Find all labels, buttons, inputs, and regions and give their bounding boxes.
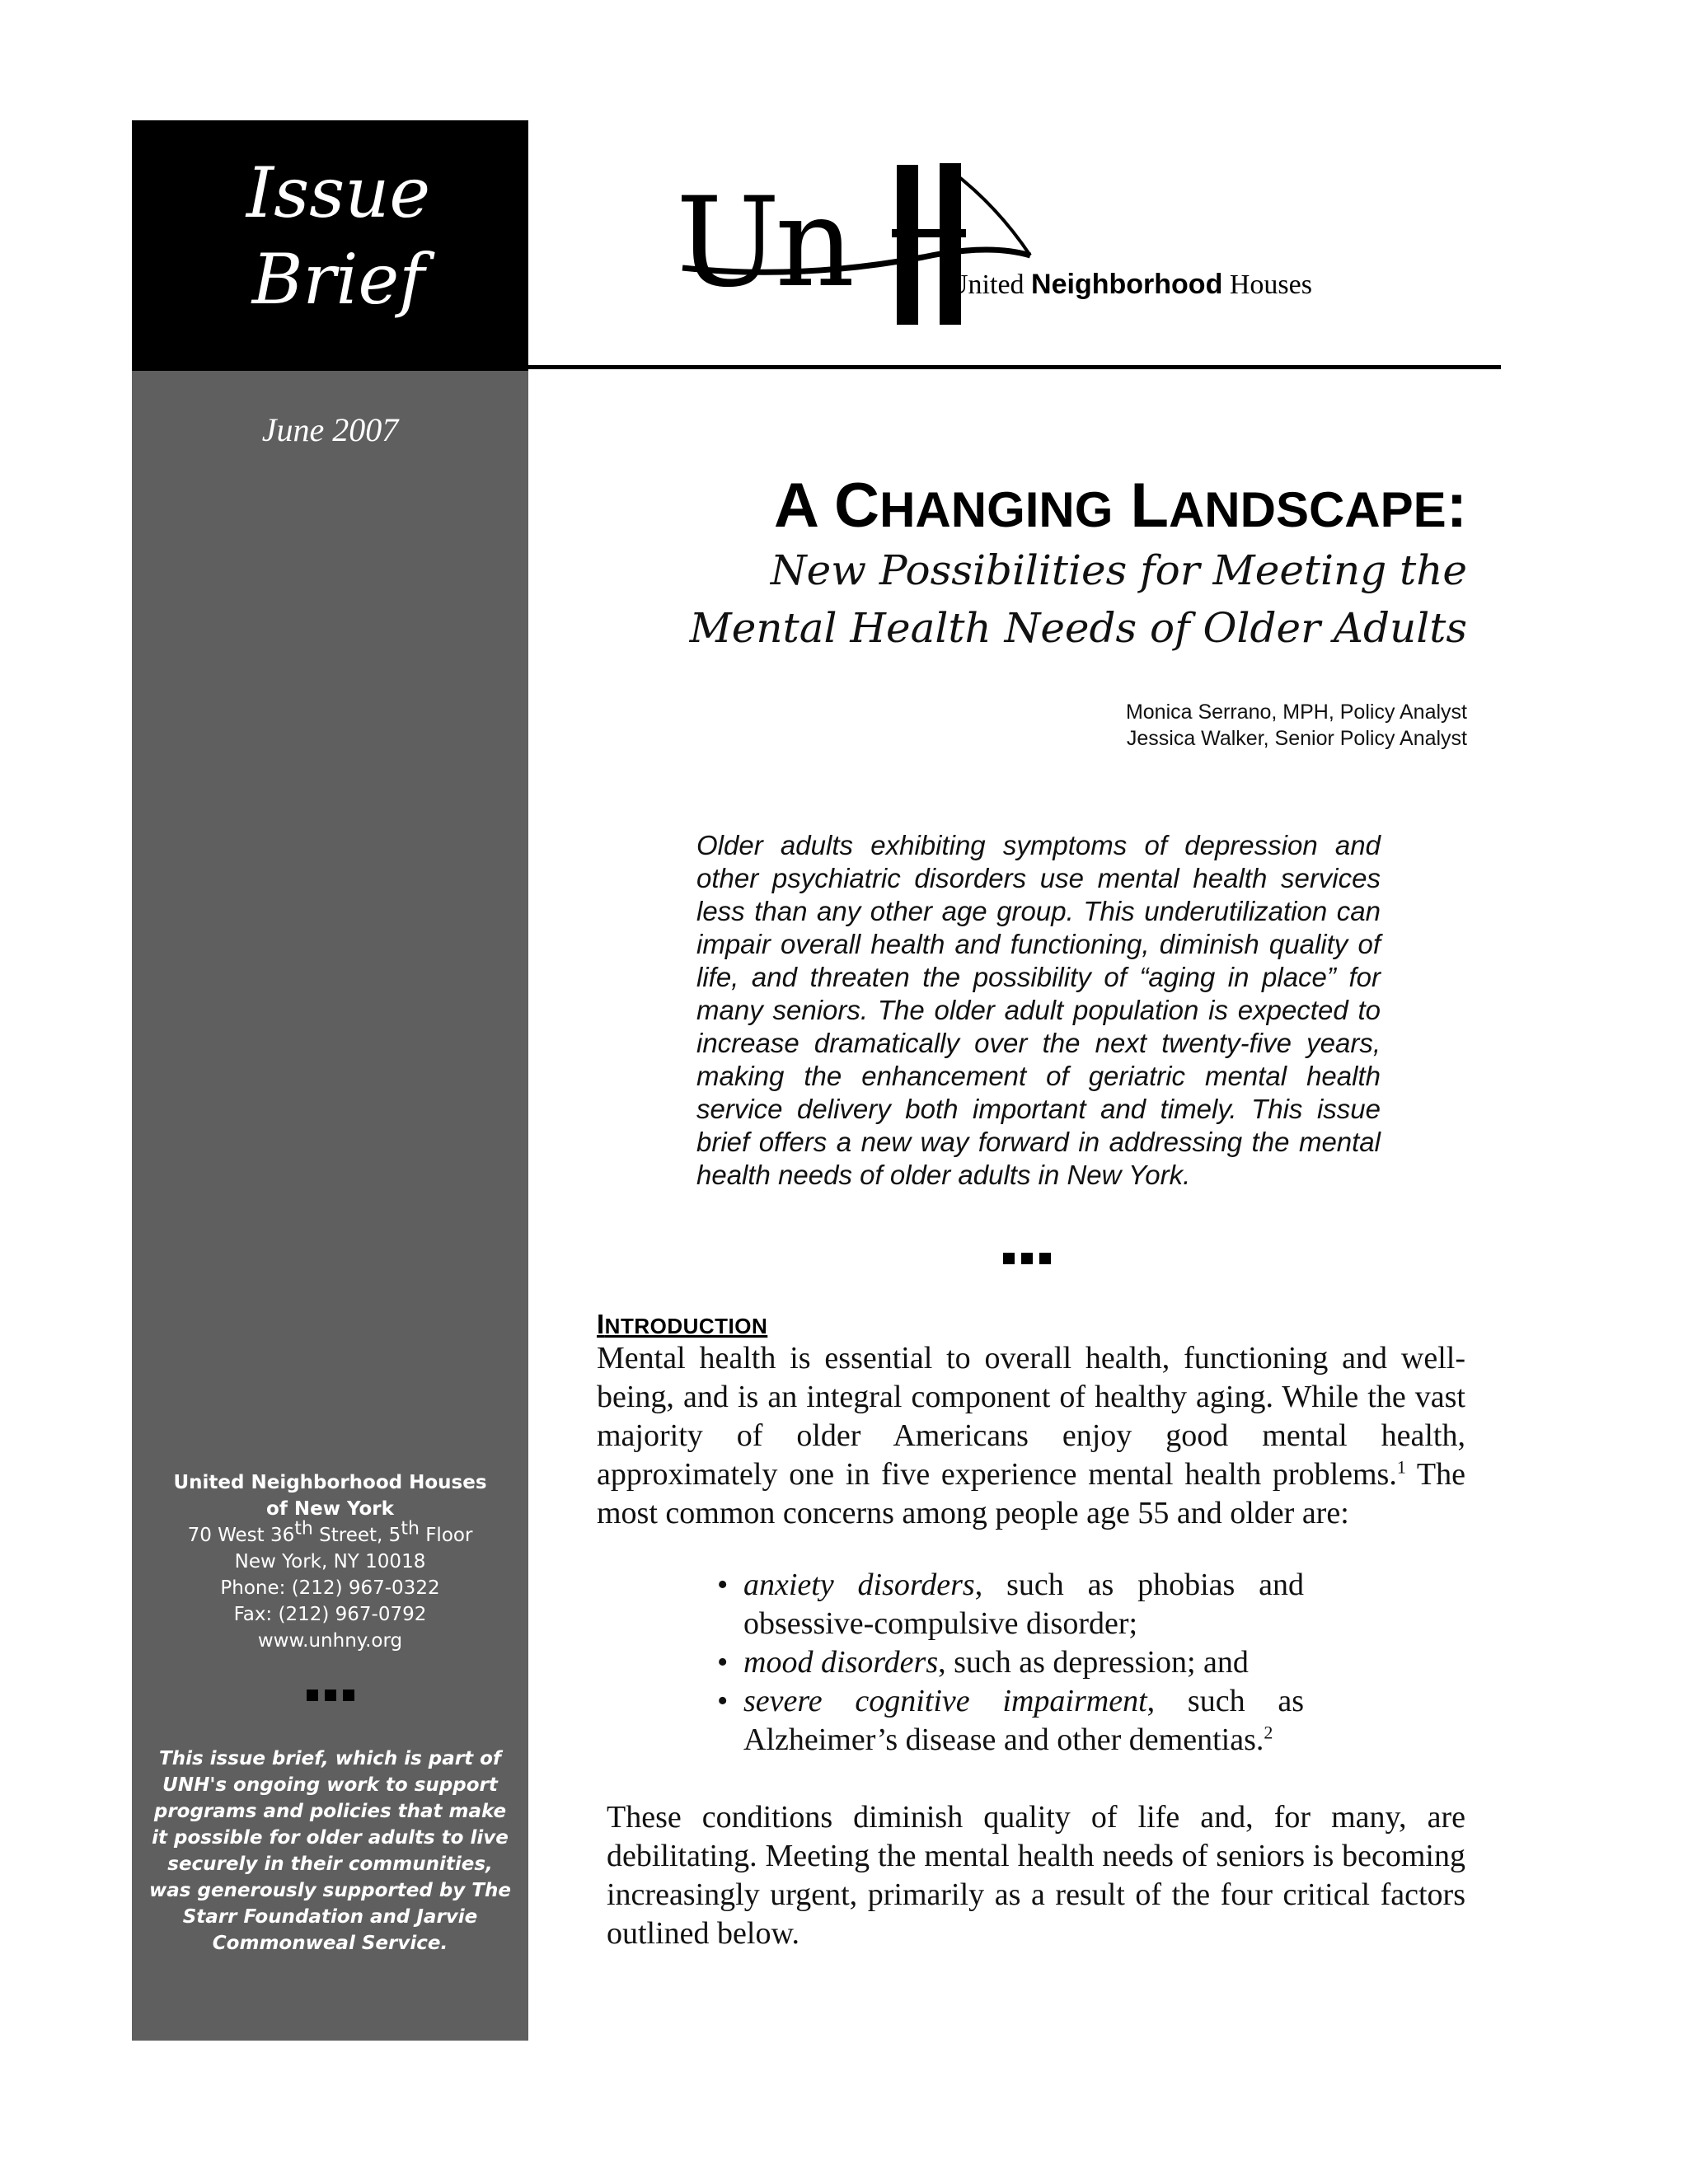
author-1: Monica Serrano, MPH, Policy Analyst (1125, 701, 1467, 724)
divider-square (1003, 1253, 1015, 1264)
introduction-heading: INTRODUCTION (597, 1309, 768, 1339)
issue-date: June 2007 (261, 411, 399, 448)
divider-square (343, 1690, 354, 1701)
brief-word: Brief (251, 239, 425, 320)
author-2: Jessica Walker, Senior Policy Analyst (1126, 727, 1467, 750)
issue-word: Issue (246, 152, 431, 233)
org-contact-block (132, 1469, 528, 1654)
list-item: • severe cognitive impairment, such as Alzheimer’s disease and other dementias.$^2$ (717, 1682, 1304, 1760)
sidebar-header (132, 120, 528, 371)
divider-square (307, 1690, 318, 1701)
header-rule (528, 365, 1501, 369)
org-phone: Phone: (212) 967-0322 (220, 1577, 440, 1599)
list-item: • mood disorders, such as depression; and (717, 1643, 1304, 1682)
concerns-list (717, 1566, 1304, 1760)
sidebar-divider-dots (132, 1690, 528, 1705)
divider-square (1039, 1253, 1051, 1264)
list-item: • anxiety disorders, such as phobias and obsessive-compulsive disorder; (717, 1566, 1304, 1643)
org-name-line2: of New York (266, 1498, 394, 1520)
sidebar (132, 371, 528, 2041)
org-address: 70 West 36th Street, 5th Floor (187, 1518, 473, 1546)
org-city: New York, NY 10018 (234, 1551, 426, 1572)
subtitle-line1: New Possibilities for Meeting the (770, 546, 1467, 594)
unh-logo (676, 148, 1312, 338)
section-divider-dots (1000, 1253, 1054, 1268)
closing-paragraph: These conditions diminish quality of life and, for many, are debilitating. Meeting the mental health needs of seniors is becoming increasingly urgent, primarily as a result of the four critical factors outlined below. (607, 1800, 1465, 1951)
introduction-paragraph: Mental health is essential to overall health, functioning and well-being, and is an integral component of healthy aging. While the vast majority of older Americans enjoy good mental health, approximately one in five experience mental health problems.$^1$ The most common concerns among people age 55 and older are: (597, 1341, 1465, 1530)
abstract: Older adults exhibiting symptoms of depression and other psychiatric disorders use mental health services less than any other age group. This underutilization can impair overall health and functioning, diminish quality of life, and threaten the possibility of “aging in place” for many seniors. The older adult population is expected to increase dramatically over the next twenty-five years, making the enhancement of geriatric mental health service delivery both important and timely. This issue brief offers a new way forward in addressing the mental health needs of older adults in New York. (696, 830, 1381, 1190)
subtitle-line2: Mental Health Needs of Older Adults (689, 604, 1467, 652)
divider-square (1021, 1253, 1033, 1264)
logo-mark-un: Un (676, 171, 851, 315)
divider-square (325, 1690, 336, 1701)
logo-wordmark: United Neighborhood Houses (948, 269, 1312, 300)
org-fax: Fax: (212) 967-0792 (233, 1604, 427, 1625)
funding-note: This issue brief, which is part of UNH's ongoing work to support programs and policies that make it possible for older adults to live securely in their communities, was generously supported by The Starr Foundation and Jarvie Commonweal Service. (149, 1748, 511, 1954)
org-name-line1: United Neighborhood Houses (173, 1472, 487, 1493)
org-website[interactable]: www.unhny.org (257, 1630, 403, 1652)
main-title: A CHANGING LANDSCAPE: (774, 471, 1467, 541)
